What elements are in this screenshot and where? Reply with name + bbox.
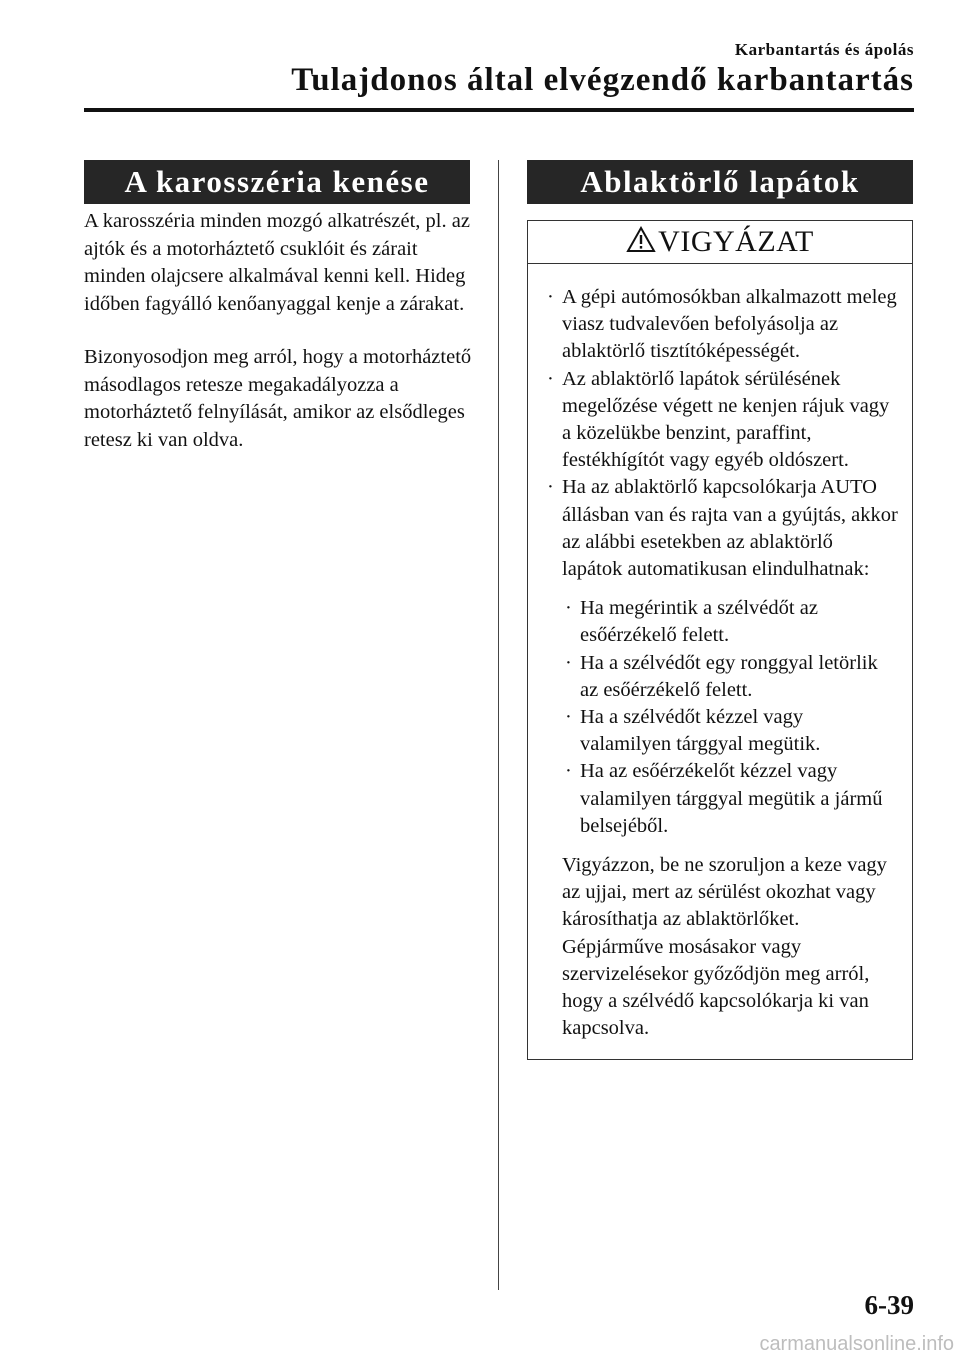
bullet-dot: · xyxy=(565,597,572,620)
caution-header xyxy=(528,221,912,264)
caution-sub-bullet-text: Ha az esőérzékelőt kézzel vagy valamilyen tárggyal megütik a jármű belsejéből. xyxy=(580,760,883,837)
caution-bullet xyxy=(540,366,898,475)
caution-box xyxy=(527,220,913,1060)
paragraph-lubrication: A karosszéria minden mozgó alkatrészét, pl. az ajtók és a motorháztető csuklóit és zárait minden olajcsere alkalmával kenni kell. Hideg időben fagyálló kenőanyaggal kenje a zárakat. xyxy=(84,210,470,315)
bullet-dot: · xyxy=(565,651,572,674)
right-section-banner: Ablaktörlő lapátok xyxy=(527,160,913,204)
left-column-text xyxy=(84,208,474,480)
caution-sub-bullet xyxy=(558,758,898,840)
caution-bullet-text: Ha az ablaktörlő kapcsolókarja AUTO állásban van és rajta van a gyújtás, akkor az alábbi esetekben az ablaktörlő lapátok automatikusan elindulhatnak: xyxy=(562,476,898,581)
caution-note: Vigyázzon, be ne szoruljon a keze vagy az ujjai, mert az sérülést okozhat vagy károsíthatja az ablaktörlőket. Gépjárműve mosásakor vagy szervizelésekor győződjön meg arról, hogy a szélvédő kapcsolókarja ki van kapcsolva. xyxy=(562,854,887,1040)
caution-bullet-text: A gépi autómosókban alkalmazott meleg viasz tudvalevően befolyásolja az ablaktörlő tisztítóképességét. xyxy=(562,286,897,363)
bullet-dot: · xyxy=(547,367,554,390)
caution-sub-bullet xyxy=(558,704,898,758)
header-rule xyxy=(84,108,914,112)
bullet-dot: · xyxy=(547,476,554,499)
caution-body xyxy=(528,264,912,1042)
caution-bullet xyxy=(540,284,898,366)
caution-sub-bullet xyxy=(558,595,898,649)
caution-bullet xyxy=(540,474,898,583)
bullet-dot: · xyxy=(565,706,572,729)
caution-sub-bullet-text: Ha a szélvédőt kézzel vagy valamilyen tárggyal megütik. xyxy=(580,706,821,756)
column-divider xyxy=(498,160,499,1290)
caution-sub-bullet-text: Ha megérintik a szélvédőt az esőérzékelő felett. xyxy=(580,597,818,647)
watermark: carmanualsonline.info xyxy=(759,1333,954,1355)
left-section-banner: A karosszéria kenése xyxy=(84,160,470,204)
caution-sub-bullet xyxy=(558,650,898,704)
caution-sub-bullet-text: Ha a szélvédőt egy ronggyal letörlik az esőérzékelő felett. xyxy=(580,651,878,701)
bullet-dot: · xyxy=(565,760,572,783)
caution-heading: VIGYÁZAT xyxy=(658,225,814,258)
section-title: Tulajdonos által elvégzendő karbantartás xyxy=(291,62,914,98)
page-number: 6-39 xyxy=(864,1290,914,1320)
chapter-title: Karbantartás és ápolás xyxy=(734,40,914,59)
caution-sub-bullets xyxy=(558,595,898,840)
paragraph-latch: Bizonyosodjon meg arról, hogy a motorháztető másodlagos retesze megakadályozza a motorháztető felnyílását, amikor az elsődleges retesz ki van oldva. xyxy=(84,346,472,451)
bullet-dot: · xyxy=(547,286,554,308)
caution-bullet-text: Az ablaktörlő lapátok sérülésének megelőzése végett ne kenjen rájuk vagy a közelükbe benzint, paraffint, festékhígítót vagy egyéb oldószert. xyxy=(562,367,890,472)
warning-triangle-icon xyxy=(626,226,656,253)
